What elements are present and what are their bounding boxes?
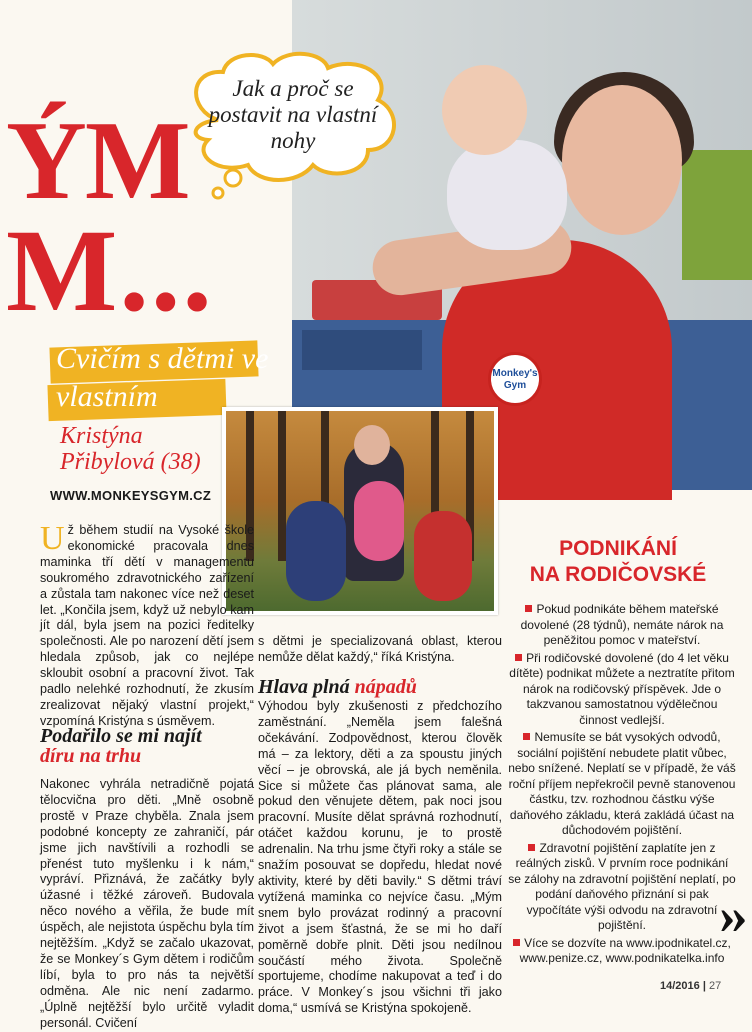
section-1-text: Nakonec vyhrála netradičně pojatá tělocvična pro děti. „Mně osobně prostě v Praze chyběla. Znala jsem podobné koncepty ze zahraničí, pár jsme jich navštívili a rozhodli se přenést tuto myšlenku i k nám,“ vypráví. Přiznává, že začátky byly úžasné i těžké zároveň. Budovala něco nového a věřila, že bude mít úspěch, ale nejistota úspěchu byla tím nejtěžším. „Když se začalo ukazovat, že se Monkey´s Gym dětem i rodičům líbí, byla to pro nás ta největší odměna. Ale nic není zadarmo. „Úplně nejtěžší bylo určitě vyladit personál. Cvičení [40, 777, 254, 1030]
sidebar-heading: PODNIKÁNÍ NA RODIČOVSKÉ [529, 537, 707, 586]
sidebar-item: Nemusíte se bát vysokých odvodů, sociální pojištění nebudete platit vůbec, nebo snížené. Neplatí se v případě, že váš roční příjem nepřekročil pevně stanovenou částku, tzv. rozhodnou částku výše daňového základu, která zakládá účast na důchodovém pojištění. [508, 730, 736, 837]
bullet-square-icon [513, 939, 520, 946]
continue-arrows-icon: ›› [718, 885, 742, 945]
bullet-square-icon [515, 654, 522, 661]
column-2-continuation: s dětmi je specializovaná oblast, kterou nemůže dělat každý,“ říká Kristýna. [258, 634, 502, 664]
person-age: (38) [160, 449, 201, 475]
bullet-square-icon [525, 605, 532, 612]
headline-line-1: ÝM [6, 99, 189, 223]
gym-logo-badge: Monkey's Gym [488, 352, 542, 406]
section-heading-2: Hlava plná nápadů [258, 676, 417, 698]
issue-number: 14/2016 [660, 980, 700, 992]
sidebar-item: Pokud podnikáte během mateřské dovolené (28 týdnů), nemáte nárok na peněžitou pomoc v mateřství. [520, 602, 724, 647]
headline-line-2: M... [6, 205, 214, 336]
page-number: 27 [708, 980, 722, 992]
bullet-square-icon [528, 844, 535, 851]
section-2-text: Výhodou byly zkušenosti z předchozího zaměstnání. „Neměla jsem falešná očekávání. Zodpovědnost, kterou člověk má – za lektory, děti a za spoustu jiných věcí – je obrovská, ale já bych neměnila. Sice si můžete čas plánovat sama, ale pokud den věnujete dětem, pak noci jsou pracovní. Musíte dělat správná rozhodnutí, otáčet každou korunu, je to prostě adrenalin. Na trhu jsme čtyři roky a stále se snažím posouvat se dopředu, hledat nové aktivity, které by děti bavily.“ S dětmi tráví vytížená maminka co nejvíce času. „Mým snem bylo provázat rodinný a pracovní život a jsem šťastná, že se mi ho daří poměrně dobře plnit. Děti jsou nedílnou součástí mého života. Společně sportujeme, chodíme nakupovat a teď i do práce. V Monkey´s jsou všichni tři jako doma,“ usmívá se Kristýna spokojeně. [258, 699, 502, 1016]
person-name: Kristýna Přibylová (38) [60, 423, 201, 475]
page-footer: 14/2016 | 27 [660, 980, 722, 992]
sidebar-item: Zdravotní pojištění zaplatíte jen z reálných zisků. V prvním roce podnikání se zálohy na zdravotní pojištění neplatí, po podání daňového přiznání si pak vypočítáte výši odvodu na zdravotní pojištění. [508, 840, 736, 932]
subheadline: Cvičím s dětmi ve vlastním [56, 342, 269, 413]
sidebar-item: Při rodičovské dovolené (do 4 let věku dítěte) podnikat můžete a neztratíte přitom nárok na rodičovský příspěvek. Jde o takzvanou samostatnou výdělečnou činnost vedlejší. [509, 650, 735, 727]
section-heading-1: Podařilo se mi najít díru na trhu [40, 725, 202, 767]
drop-cap: U [40, 520, 65, 557]
family-park-photo [222, 407, 498, 615]
intro-paragraph: Už během studií na Vysoké škole ekonomické pracovala dnes maminka tří dětí v managementu soukromého zdravotnického zařízení a zůstala tam nakonec více než deset let. „Končila jsem, když už nebylo kam jít dál, byla jsem na pozici ředitelky společnosti. Ale po narození dětí jsem hledala způsob, jak co nejlépe skloubit osobní a pracovní život. Tak padlo nelehké rozhodnutí, že zkusím zrealizovat nějaký vlastní projekt,“ vzpomíná Kristýna s úsměvem. [40, 520, 254, 728]
bullet-square-icon [523, 733, 530, 740]
website-link[interactable]: WWW.MONKEYSGYM.CZ [50, 488, 212, 503]
bubble-text: Jak a proč se postavit na vlastní nohy [208, 76, 378, 153]
sidebar-list [508, 602, 736, 969]
sidebar-item: Více se dozvíte na www.ipodnikatel.cz, www.penize.cz, www.podnikatelka.info [508, 936, 736, 967]
